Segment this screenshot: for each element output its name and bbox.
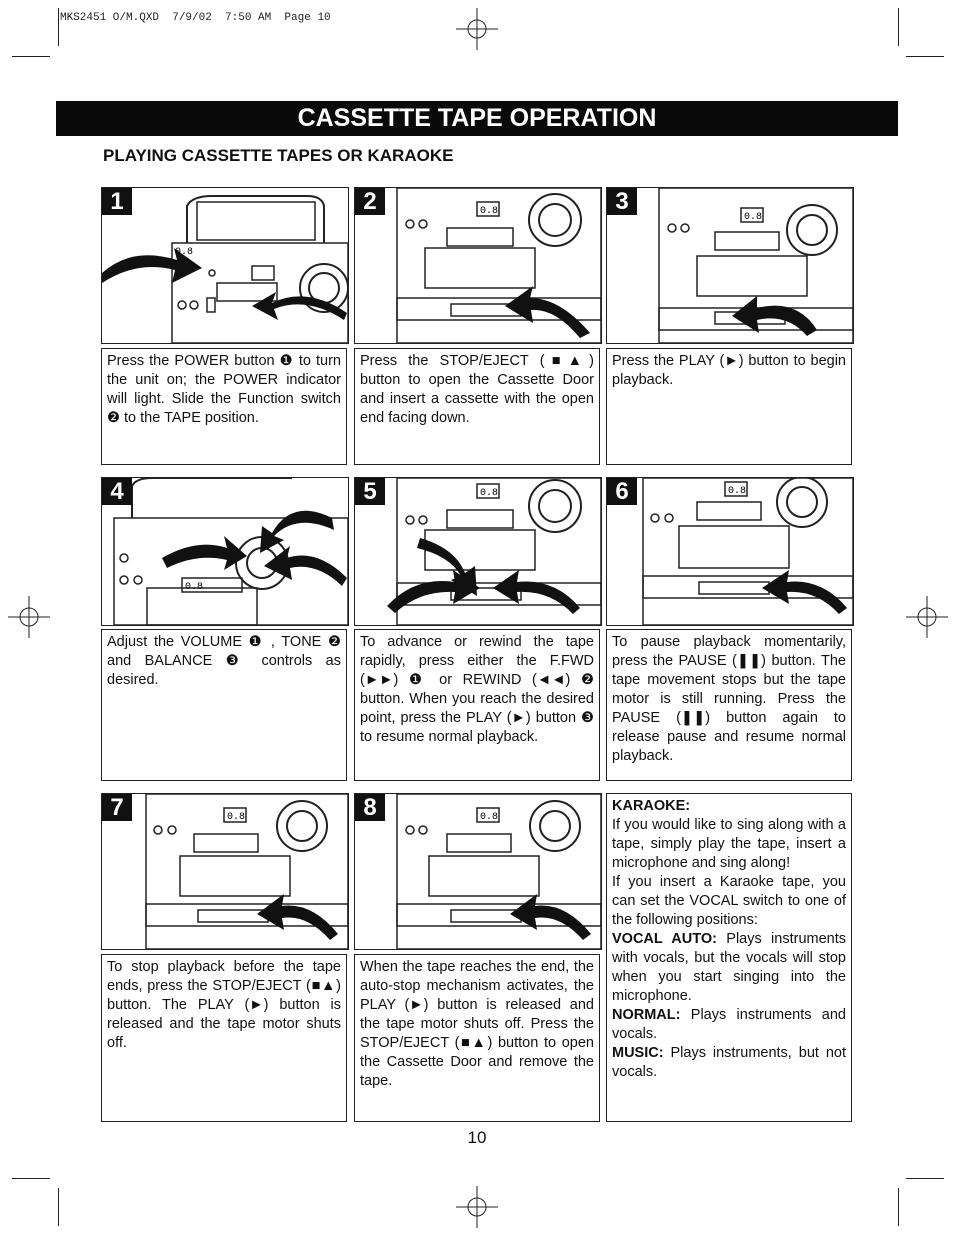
step-8-text: When the tape reaches the end, the auto-stop mechanism activates, the PLAY (►) button is released and the tape motor shuts off. Press the STOP/EJECT (■▲) button to open the Cassette Door and remove the tape. <box>354 954 600 1122</box>
step-badge: 8 <box>355 794 385 821</box>
boombox-drawing <box>355 794 601 949</box>
crop-mark <box>898 1188 899 1226</box>
display-readout: 0.8 <box>744 212 763 223</box>
step-5-illustration <box>354 477 602 626</box>
crop-mark <box>12 1178 50 1179</box>
display-readout: 0.8 <box>728 486 747 497</box>
karaoke-mode-music: MUSIC: Plays instruments, but not vocals. <box>612 1045 846 1080</box>
crop-mark <box>58 8 59 46</box>
display-readout: 0.8 <box>175 247 194 258</box>
step-badge: 6 <box>607 478 637 505</box>
step-1-illustration <box>101 187 349 344</box>
step-7-text: To stop playback before the tape ends, press the STOP/EJECT (■▲) button. The PLAY (►) button is released and the tape motor shuts off. <box>101 954 347 1122</box>
step-badge: 3 <box>607 188 637 215</box>
section-heading: PLAYING CASSETTE TAPES OR KARAOKE <box>103 146 454 165</box>
step-5-text: To advance or rewind the tape rapidly, press either the F.FWD (►►) ❶ or REWIND (◄◄) ❷ button. When you reach the desired point, press the PLAY (►) button ❸ to resume normal playback. <box>354 629 600 781</box>
registration-mark-bottom <box>456 1186 498 1228</box>
boombox-drawing <box>355 478 601 625</box>
display-readout: 0.8 <box>480 488 499 499</box>
file-slug: MKS2451 O/M.QXD 7/9/02 7:50 AM Page 10 <box>60 12 331 24</box>
step-badge: 4 <box>102 478 132 505</box>
step-4-text: Adjust the VOLUME ❶ , TONE ❷ and BALANCE ❸ controls as desired. <box>101 629 347 781</box>
step-4-illustration <box>101 477 349 626</box>
display-readout: 0.8 <box>480 812 499 823</box>
crop-mark <box>58 1188 59 1226</box>
boombox-drawing <box>102 478 348 625</box>
boombox-drawing <box>607 188 853 343</box>
step-2-text: Press the STOP/EJECT (■▲) button to open the Cassette Door and insert a cassette with the open end facing down. <box>354 348 600 465</box>
karaoke-intro-2: If you insert a Karaoke tape, you can set the VOCAL switch to one of the following positions: <box>612 874 846 928</box>
crop-mark <box>12 56 50 57</box>
step-7-illustration <box>101 793 349 950</box>
step-3-text: Press the PLAY (►) button to begin playback. <box>606 348 852 465</box>
step-2-illustration <box>354 187 602 344</box>
step-6-illustration <box>606 477 854 626</box>
crop-mark <box>898 8 899 46</box>
registration-mark-top <box>456 8 498 50</box>
boombox-drawing <box>607 478 853 625</box>
boombox-drawing <box>102 794 348 949</box>
step-badge: 7 <box>102 794 132 821</box>
step-badge: 2 <box>355 188 385 215</box>
step-3-illustration <box>606 187 854 344</box>
karaoke-mode-normal: NORMAL: Plays instruments and vocals. <box>612 1007 846 1042</box>
step-badge: 1 <box>102 188 132 215</box>
crop-mark <box>906 56 944 57</box>
registration-mark-right <box>906 596 948 638</box>
step-6-text: To pause playback momentarily, press the PAUSE (❚❚) button. The tape movement stops but the tape motor is still running. Press the PAUSE (❚❚) button again to release pause and resume normal playback. <box>606 629 852 781</box>
crop-mark <box>906 1178 944 1179</box>
display-readout: 0.8 <box>227 812 246 823</box>
display-readout: 0.8 <box>480 206 499 217</box>
step-badge: 5 <box>355 478 385 505</box>
page-title: CASSETTE TAPE OPERATION <box>56 101 898 136</box>
karaoke-intro-1: If you would like to sing along with a tape, simply play the tape, insert a microphone and sing along! <box>612 817 846 871</box>
karaoke-box <box>606 793 852 1122</box>
display-readout: 0.8 <box>185 582 204 593</box>
karaoke-mode-vocal-auto: VOCAL AUTO: Plays instruments with vocals, but the vocals will stop when you start singing into the microphone. <box>612 931 846 1004</box>
step-8-illustration <box>354 793 602 950</box>
page-number: 10 <box>467 1128 487 1147</box>
boombox-drawing <box>355 188 601 343</box>
registration-mark-left <box>8 596 50 638</box>
step-1-text: Press the POWER button ❶ to turn the unit on; the POWER indicator will light. Slide the Function switch ❷ to the TAPE position. <box>101 348 347 465</box>
karaoke-heading: KARAOKE: <box>612 798 691 814</box>
boombox-drawing <box>102 188 348 343</box>
